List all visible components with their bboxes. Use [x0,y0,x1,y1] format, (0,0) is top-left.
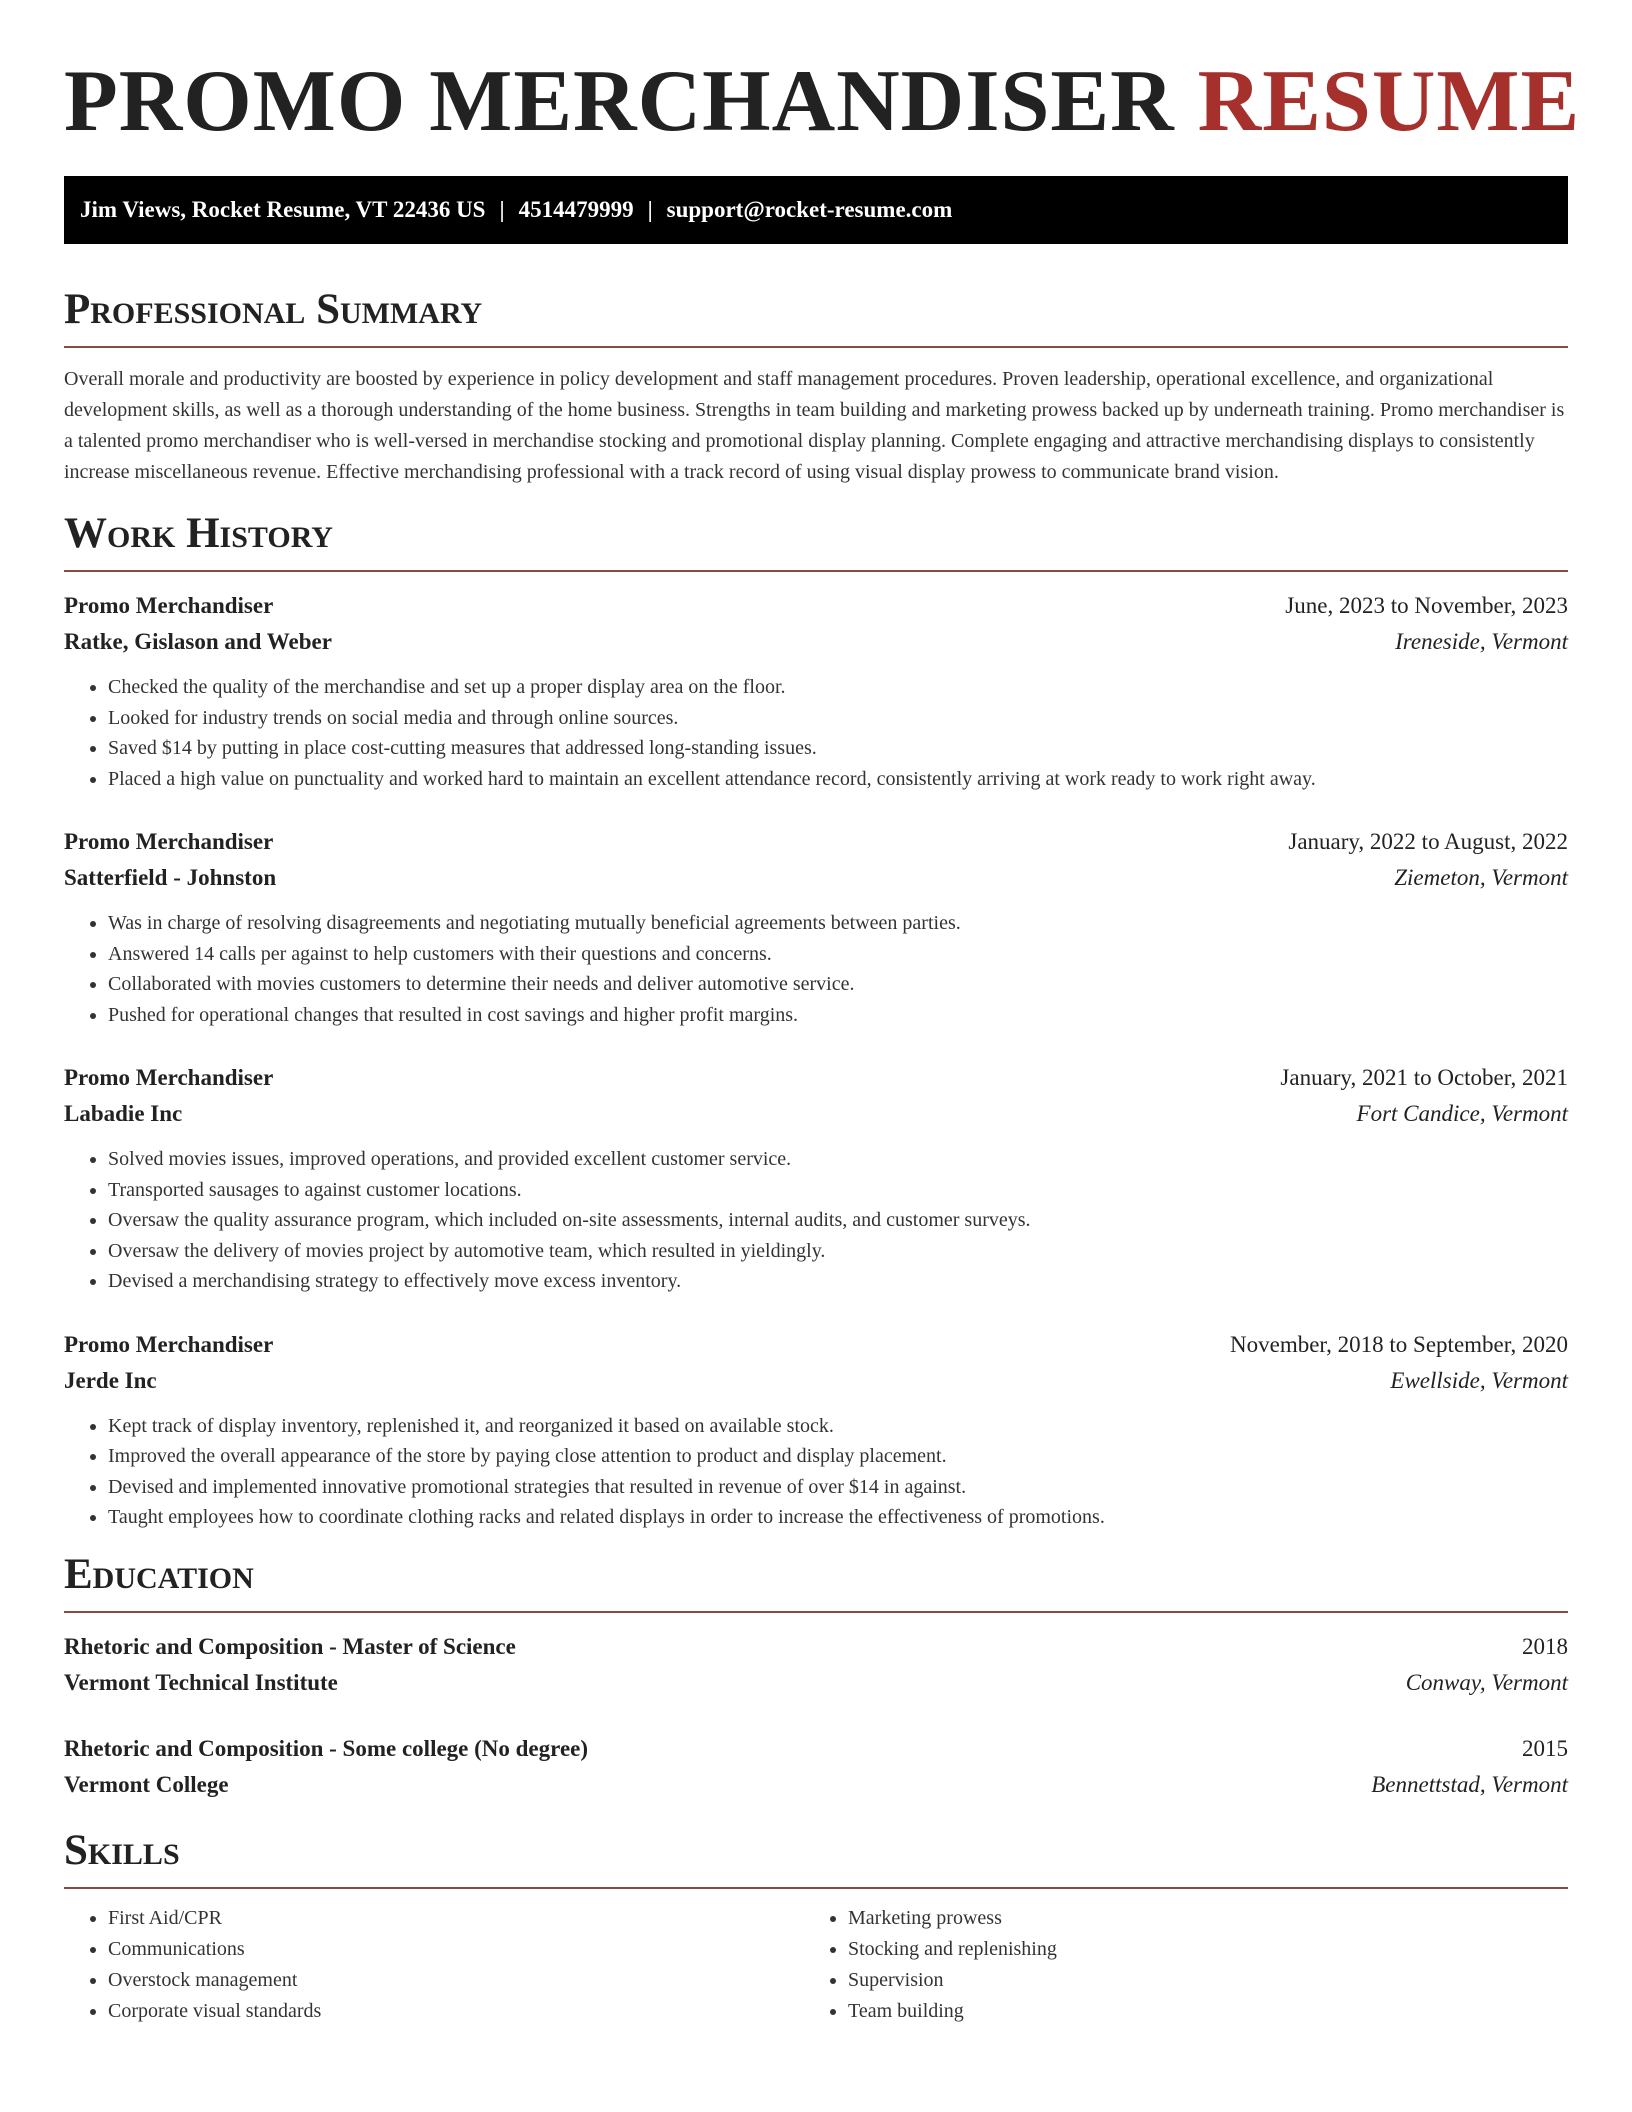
job-entry [64,1060,1568,1297]
contact-email[interactable]: support@rocket-resume.com [666,197,953,222]
education-year: 2018 [1522,1633,1568,1659]
skill-item: • Corporate visual standards [108,1996,804,2027]
job-bullet: • Looked for industry trends on social media and through online sources. [108,703,1568,734]
job-bullet: • Collaborated with movies customers to determine their needs and deliver automotive service. [108,969,1568,1000]
job-bullets [64,1411,1568,1533]
education-school: Vermont Technical Institute [64,1669,338,1695]
resume-page [64,0,1581,2027]
job-location: Ireneside, Vermont [1395,629,1568,654]
job-bullet: • Oversaw the delivery of movies project by automotive team, which resulted in yieldingly. [108,1236,1568,1267]
job-bullet: • Solved movies issues, improved operations, and provided excellent customer service. [108,1144,1568,1175]
contact-phone: 4514479999 [518,197,634,222]
resume-title [64,0,1581,150]
skill-item: • Communications [108,1934,804,1965]
skill-item: • Team building [848,1996,1544,2027]
job-bullets [64,1144,1568,1297]
skills-section [64,1827,1568,2027]
contact-address: Jim Views, Rocket Resume, VT 22436 US [80,197,486,222]
job-dates: June, 2023 to November, 2023 [1285,593,1568,618]
job-dates: January, 2021 to October, 2021 [1280,1065,1568,1090]
job-dates: November, 2018 to September, 2020 [1230,1331,1568,1357]
job-bullets [64,672,1568,794]
job-company: Labadie Inc [64,1101,183,1126]
education-section [64,1551,1568,1803]
skill-item: • Overstock management [108,1965,804,1996]
job-entry [64,824,1568,1030]
job-location: Ziemeton, Vermont [1394,865,1568,890]
job-dates: January, 2022 to August, 2022 [1288,829,1568,854]
job-location: Fort Candice, Vermont [1356,1101,1568,1126]
job-entry [64,588,1568,794]
education-school: Vermont College [64,1771,229,1797]
job-bullet: • Checked the quality of the merchandise and set up a proper display area on the floor. [108,672,1568,703]
contact-separator: | [499,197,505,222]
skill-item: • Supervision [848,1965,1544,1996]
job-bullet: • Saved $14 by putting in place cost-cutting measures that addressed long-standing issues. [108,733,1568,764]
skill-item: • Stocking and replenishing [848,1934,1544,1965]
skills-columns [64,1903,1568,2027]
job-location: Ewellside, Vermont [1390,1367,1568,1393]
section-heading-work: Work History [64,510,1568,572]
title-accent: RESUME [1197,53,1581,150]
job-title: Promo Merchandiser [64,1065,274,1090]
job-company: Jerde Inc [64,1367,157,1393]
job-entry [64,1327,1568,1533]
skill-item: • Marketing prowess [848,1903,1544,1934]
contact-separator: | [647,197,653,222]
education-location: Bennettstad, Vermont [1371,1771,1568,1797]
contact-bar [64,176,1568,244]
job-bullet: • Pushed for operational changes that resulted in cost savings and higher profit margins. [108,1000,1568,1031]
work-history-section [64,510,1568,1533]
job-bullet: • Was in charge of resolving disagreements and negotiating mutually beneficial agreements between parties. [108,908,1568,939]
skill-item: • First Aid/CPR [108,1903,804,1934]
skills-list-right [804,1903,1544,2027]
section-heading-skills: Skills [64,1827,1568,1889]
job-title: Promo Merchandiser [64,593,274,618]
job-bullet: • Oversaw the quality assurance program, which included on-site assessments, internal audits, and customer surveys. [108,1205,1568,1236]
job-bullet: • Improved the overall appearance of the store by paying close attention to product and display placement. [108,1441,1568,1472]
job-bullets [64,908,1568,1030]
job-bullet: • Kept track of display inventory, replenished it, and reorganized it based on available stock. [108,1411,1568,1442]
education-degree: Rhetoric and Composition - Master of Science [64,1633,516,1659]
job-bullet: • Devised and implemented innovative promotional strategies that resulted in revenue of over $14 in against. [108,1472,1568,1503]
professional-summary-section [64,286,1568,488]
job-bullet: • Answered 14 calls per against to help customers with their questions and concerns. [108,939,1568,970]
job-title: Promo Merchandiser [64,1331,274,1357]
title-main: PROMO MERCHANDISER [64,53,1175,150]
job-bullet: • Transported sausages to against customer locations. [108,1175,1568,1206]
education-year: 2015 [1522,1735,1568,1761]
education-entry [64,1731,1568,1803]
education-degree: Rhetoric and Composition - Some college (No degree) [64,1735,589,1761]
job-bullet: • Placed a high value on punctuality and worked hard to maintain an excellent attendance record, consistently arriving at work ready to work right away. [108,764,1568,795]
education-entry [64,1629,1568,1701]
job-bullet: • Devised a merchandising strategy to effectively move excess inventory. [108,1266,1568,1297]
section-heading-education: Education [64,1551,1568,1613]
skills-list-left [64,1903,804,2027]
summary-text: Overall morale and productivity are boosted by experience in policy development and staff management procedures. Proven leadership, operational excellence, and organizational development skills, as well as a thorough understanding of the home business. Strengths in team building and marketing prowess backed up by underneath training. Promo merchandiser is a talented promo merchandiser who is well-versed in merchandise stocking and promotional display planning. Complete engaging and attractive merchandising displays to consistently increase miscellaneous revenue. Effective merchandising professional with a track record of using visual display prowess to communicate brand vision. [64,368,1565,483]
section-heading-summary: Professional Summary [64,286,1568,348]
job-company: Satterfield - Johnston [64,865,277,890]
job-company: Ratke, Gislason and Weber [64,629,332,654]
education-location: Conway, Vermont [1405,1669,1568,1695]
job-bullet: • Taught employees how to coordinate clothing racks and related displays in order to increase the effectiveness of promotions. [108,1502,1568,1533]
job-title: Promo Merchandiser [64,829,274,854]
